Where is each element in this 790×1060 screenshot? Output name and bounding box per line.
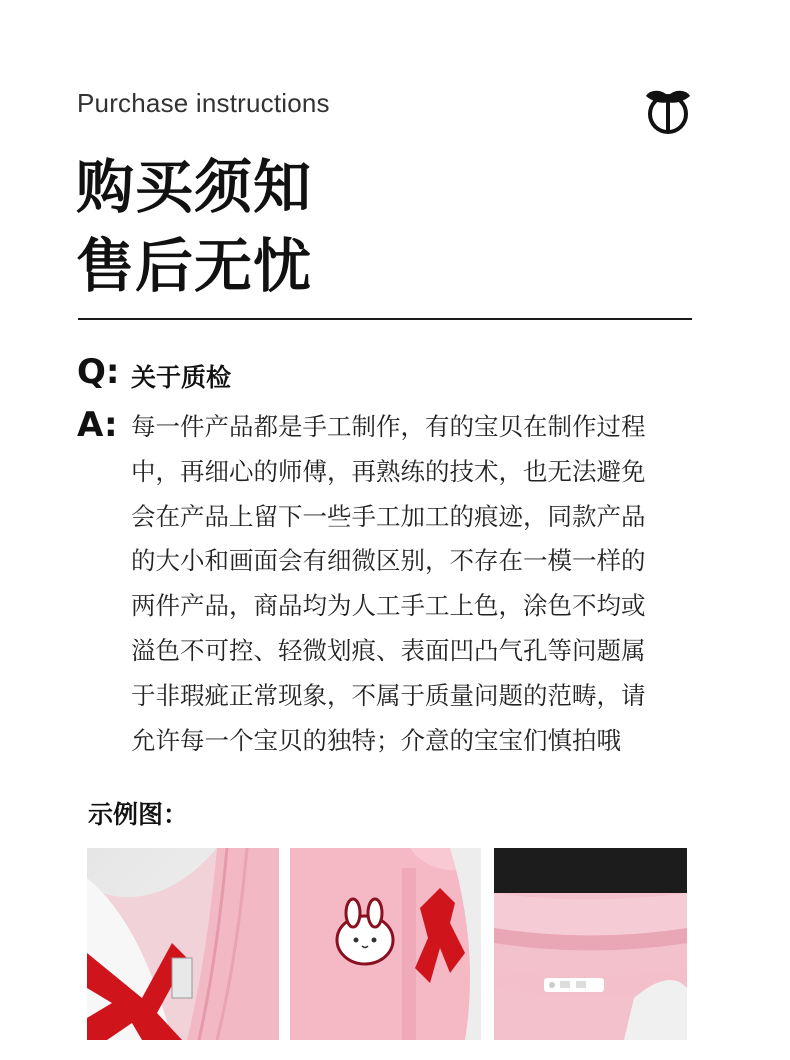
answer-line: 每一件产品都是手工制作，有的宝贝在制作过程 — [131, 412, 646, 441]
example-photo-2 — [290, 848, 481, 1040]
answer-line: 允许每一个宝贝的独特；介意的宝宝们慎拍哦 — [131, 725, 621, 755]
example-photo-1 — [87, 848, 279, 1040]
page-title-line2: 售后无忧 — [76, 232, 313, 300]
answer-line: 中，再细心的师傅，再熟练的技术，也无法避免 — [131, 456, 646, 486]
header-divider — [78, 318, 692, 320]
answer-line: 两件产品，商品均为人工手工上色，涂色不均或 — [131, 591, 646, 621]
answer-line: 于非瑕疵正常现象，不属于质量问题的范畴，请 — [131, 680, 646, 710]
purchase-instructions-subtitle: Purchase instructions — [77, 88, 330, 118]
page-title-line1: 购买须知 — [76, 153, 313, 221]
question-text: 关于质检 — [131, 363, 232, 392]
answer-line: 的大小和画面会有细微区别，不存在一模一样的 — [131, 546, 646, 576]
answer-line: 会在产品上留下一些手工加工的痕迹，同款产品 — [131, 501, 646, 531]
example-photo-3 — [494, 848, 687, 1040]
sprout-logo-icon — [645, 88, 691, 134]
answer-marker: A: — [77, 405, 118, 445]
example-images-label: 示例图： — [88, 800, 189, 829]
question-marker: Q: — [77, 352, 120, 392]
answer-text — [131, 405, 721, 763]
answer-line: 溢色不可控、轻微划痕、表面凹凸气孔等问题属 — [131, 635, 646, 665]
